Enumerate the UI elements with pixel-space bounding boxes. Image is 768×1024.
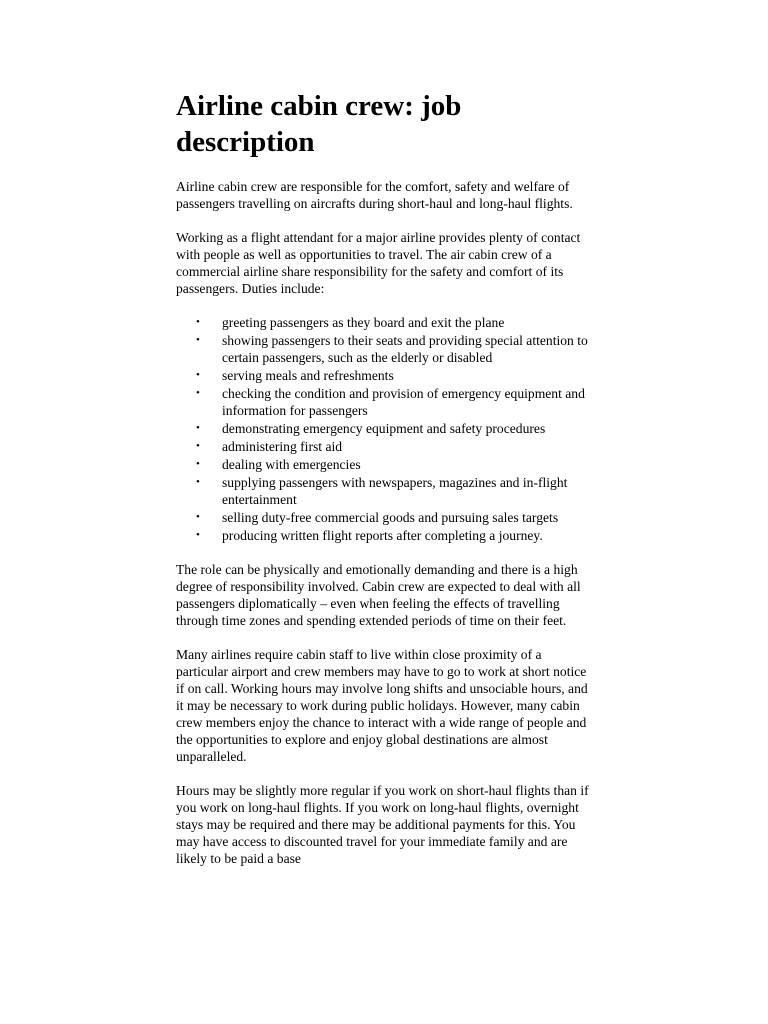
bullet-icon: •: [196, 316, 200, 328]
document-body: [176, 88, 596, 884]
role-demands-paragraph: The role can be physically and emotionally demanding and there is a high degree of responsibility involved. Cabin crew are expected to deal with all passengers diplomatically – even when feeling the effects of travelling through time zones and spending extended periods of time on their feet.: [176, 562, 581, 628]
bullet-icon: •: [196, 529, 200, 541]
list-item: [176, 527, 596, 544]
list-item-text: checking the condition and provision of emergency equipment and information for passengers: [222, 386, 585, 418]
bullet-icon: •: [196, 511, 200, 523]
list-item-text: selling duty-free commercial goods and pursuing sales targets: [222, 510, 559, 525]
list-item: [176, 474, 596, 508]
list-item: [176, 438, 596, 455]
list-item: [176, 456, 596, 473]
short-long-haul-paragraph: Hours may be slightly more regular if you work on short-haul flights than if you work on long-haul flights. If you work on long-haul flights, overnight stays may be required and there may be additional payments for this. You may have access to discounted travel for your immediate family and are likely to be paid a base: [176, 783, 589, 866]
bullet-icon: •: [196, 369, 200, 381]
bullet-icon: •: [196, 476, 200, 488]
list-item-text: dealing with emergencies: [222, 457, 361, 472]
list-item-text: demonstrating emergency equipment and safety procedures: [222, 421, 546, 436]
duties-list: [176, 314, 596, 544]
list-item-text: greeting passengers as they board and exit the plane: [222, 315, 505, 330]
bullet-icon: •: [196, 387, 200, 399]
list-item-text: producing written flight reports after completing a journey.: [222, 528, 543, 543]
list-item-text: supplying passengers with newspapers, magazines and in-flight entertainment: [222, 475, 568, 507]
bullet-icon: •: [196, 458, 200, 470]
list-item-text: showing passengers to their seats and providing special attention to certain passengers, such as the elderly or disabled: [222, 333, 588, 365]
list-item: [176, 367, 596, 384]
working-hours-paragraph: Many airlines require cabin staff to live within close proximity of a particular airport and crew members may have to go to work at short notice if on call. Working hours may involve long shifts and unsociable hours, and it may be necessary to work during public holidays. However, many cabin crew members enjoy the chance to interact with a wide range of people and the opportunities to explore and enjoy global destinations are almost unparalleled.: [176, 647, 588, 764]
bullet-icon: •: [196, 422, 200, 434]
list-item: [176, 420, 596, 437]
list-item: [176, 385, 596, 419]
list-item: [176, 314, 596, 331]
list-item-text: administering first aid: [222, 439, 343, 454]
list-item: [176, 332, 596, 366]
bullet-icon: •: [196, 440, 200, 452]
document-title: Airline cabin crew: job description: [176, 90, 462, 158]
list-item-text: serving meals and refreshments: [222, 368, 394, 383]
list-item: [176, 509, 596, 526]
duties-intro-paragraph: Working as a flight attendant for a major airline provides plenty of contact with people as well as opportunities to travel. The air cabin crew of a commercial airline share responsibility for the safety and comfort of its passengers. Duties include:: [176, 230, 581, 296]
bullet-icon: •: [196, 334, 200, 346]
intro-paragraph: Airline cabin crew are responsible for the comfort, safety and welfare of passengers travelling on aircrafts during short-haul and long-haul flights.: [176, 179, 573, 211]
